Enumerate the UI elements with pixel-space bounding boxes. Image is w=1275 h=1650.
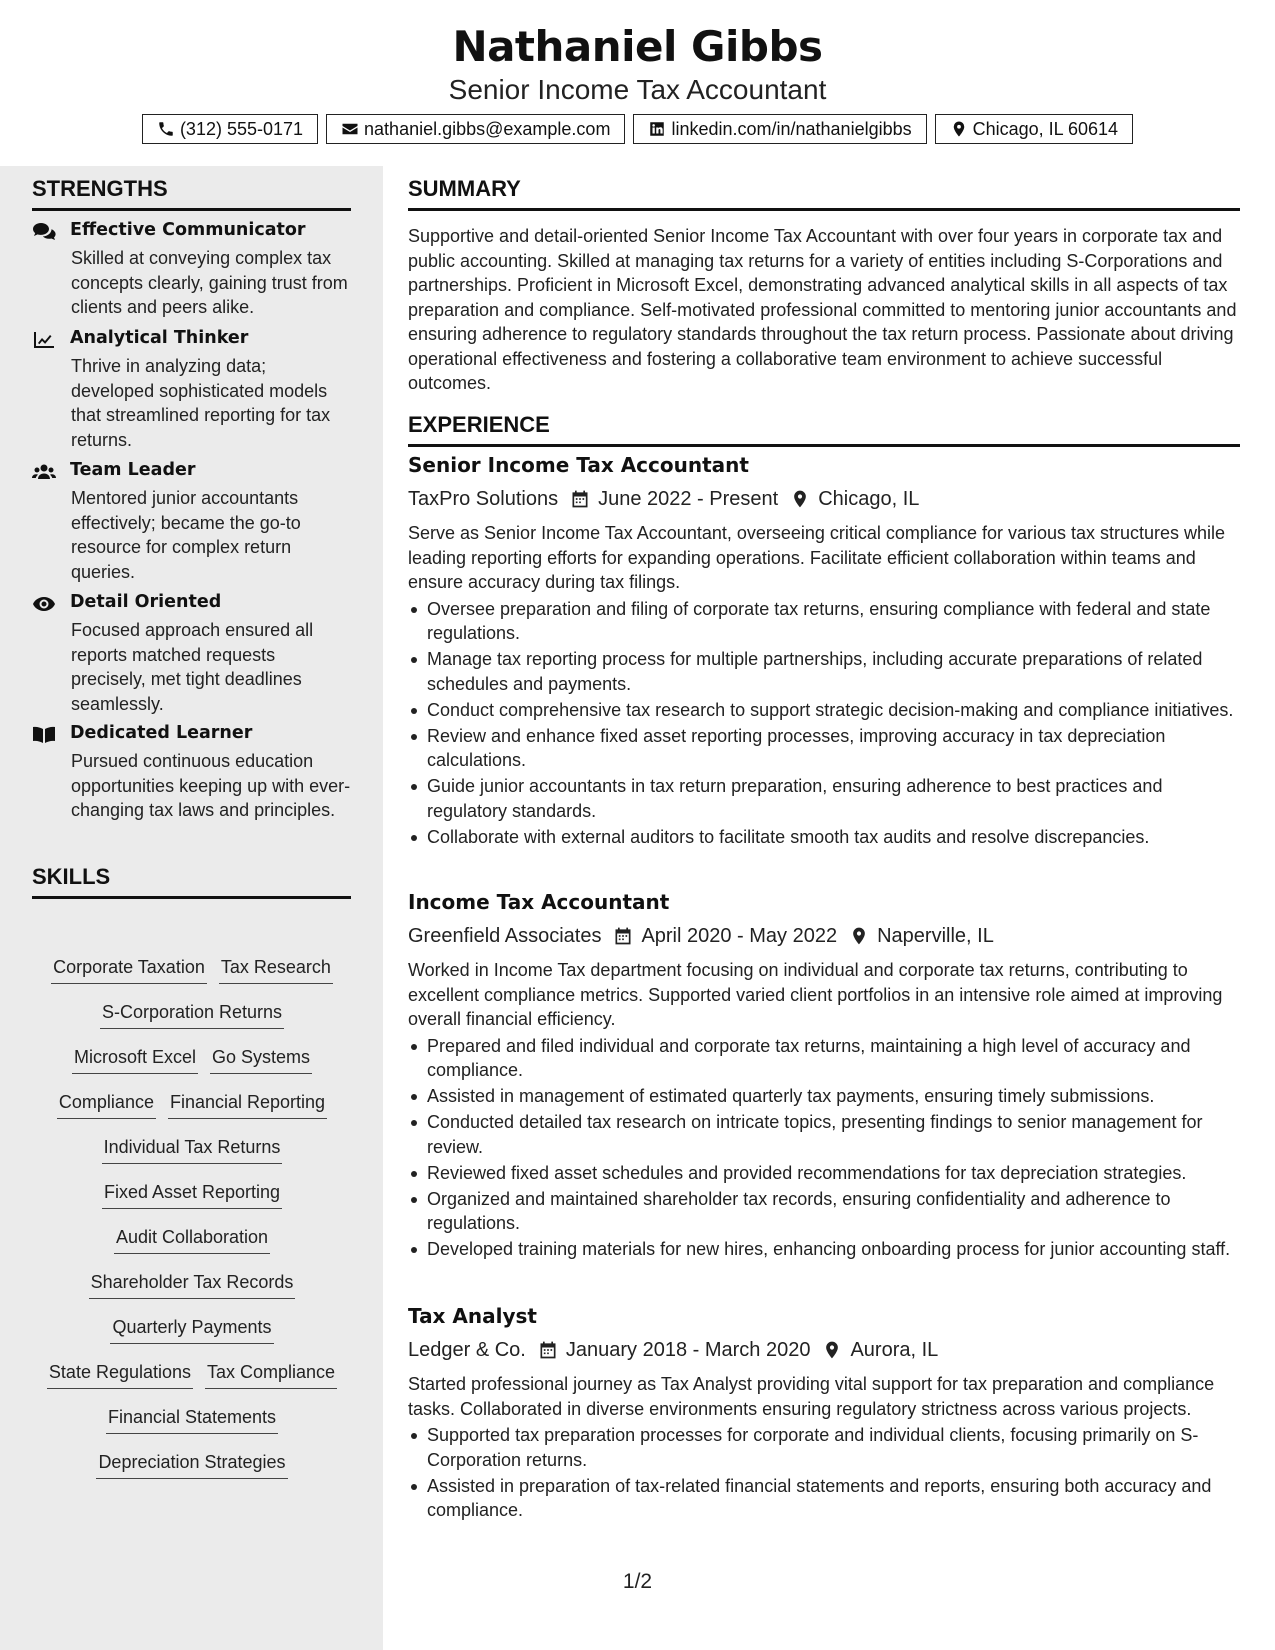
job-dates: June 2022 - Present — [598, 487, 779, 510]
candidate-name: Nathaniel Gibbs — [452, 22, 823, 71]
bullet-item: Developed training materials for new hires, enhancing onboarding process for junior accounting staff. — [408, 1237, 1240, 1262]
contact-location[interactable] — [935, 114, 1133, 144]
skill-tag: Individual Tax Returns — [102, 1134, 283, 1164]
job-title: Tax Analyst — [408, 1304, 537, 1328]
skill-tag: S-Corporation Returns — [100, 999, 284, 1029]
strength-title: Detail Oriented — [70, 592, 222, 612]
email-icon — [341, 120, 359, 138]
job-summary: Serve as Senior Income Tax Accountant, overseeing critical compliance for various tax structures while leading reporting efforts for expanding operations. Facilitate efficient collaboration within teams and ensure accuracy during tax filings. — [408, 523, 1226, 592]
skill-tag: Financial Reporting — [168, 1089, 327, 1119]
job-bullets — [408, 597, 1240, 850]
bullet-item: Reviewed fixed asset schedules and provided recommendations for tax depreciation strategies. — [408, 1161, 1240, 1186]
book-icon — [32, 725, 56, 745]
summary-text: Supportive and detail-oriented Senior Income Tax Accountant with over four years in corporate tax and public accounting. Skilled at managing tax returns for a variety of entities including S-Corporations and partnerships. Proficient in Microsoft Excel, demonstrating advanced analytical skills in all aspects of tax preparation and compliance. Self-motivated professional committed to mentoring junior accountants and ensuring adherence to regulatory standards throughout the tax return process. Passionate about driving operational effectiveness and fostering a collaborative team environment to achieve successful outcomes. — [408, 226, 1237, 393]
job-summary: Started professional journey as Tax Analyst providing vital support for tax preparation and compliance tasks. Collaborated in diverse environments ensuring regulatory strictness across various projects. — [408, 1374, 1215, 1419]
eye-icon — [32, 594, 56, 614]
skill-tag: Tax Compliance — [205, 1359, 337, 1389]
job-company: Ledger & Co. — [408, 1338, 526, 1361]
summary-heading: SUMMARY — [408, 176, 1240, 211]
resume-header — [0, 0, 1275, 166]
job-entry — [408, 890, 1240, 1263]
strength-title: Dedicated Learner — [70, 723, 253, 743]
job-dates: April 2020 - May 2022 — [641, 924, 838, 947]
bullet-item: Conducted detailed tax research on intricate topics, presenting findings to senior management for review. — [408, 1110, 1240, 1159]
bullet-item: Supported tax preparation processes for corporate and individual clients, focusing primarily on S-Corporation returns. — [408, 1423, 1240, 1472]
contact-linkedin-text: linkedin.com/in/nathanielgibbs — [671, 118, 912, 139]
strength-description: Focused approach ensured all reports matched requests precisely, met tight deadlines seamlessly. — [71, 620, 314, 714]
contact-phone-text: (312) 555-0171 — [179, 118, 304, 139]
bullet-item: Prepared and filed individual and corporate tax returns, maintaining a high level of accuracy and compliance. — [408, 1034, 1240, 1083]
skills-heading: SKILLS — [32, 864, 351, 899]
strength-description: Mentored junior accountants effectively; became the go-to resource for complex return queries. — [71, 488, 301, 582]
page-number: 1/2 — [622, 1570, 653, 1593]
skill-tag: Microsoft Excel — [72, 1044, 198, 1074]
location-icon — [849, 926, 869, 946]
bullet-item: Guide junior accountants in tax return preparation, ensuring adherence to best practices and regulatory standards. — [408, 774, 1240, 823]
bullet-item: Manage tax reporting process for multiple partnerships, including accurate preparations of related schedules and payments. — [408, 647, 1240, 696]
contact-bar — [0, 114, 1275, 144]
contact-email[interactable] — [326, 114, 625, 144]
phone-icon — [157, 120, 175, 138]
contact-email-text: nathaniel.gibbs@example.com — [364, 118, 611, 139]
location-icon — [790, 489, 810, 509]
strength-title: Analytical Thinker — [70, 328, 249, 348]
skill-tag: Fixed Asset Reporting — [102, 1179, 282, 1209]
job-location: Aurora, IL — [850, 1338, 939, 1361]
job-meta — [408, 920, 1240, 952]
calendar-icon — [613, 926, 633, 946]
job-company: TaxPro Solutions — [408, 487, 559, 510]
bullet-item: Assisted in management of estimated quarterly tax payments, ensuring timely submissions. — [408, 1084, 1240, 1109]
strength-description: Thrive in analyzing data; developed sophisticated models that streamlined reporting for tax returns. — [71, 356, 331, 450]
bullet-item: Conduct comprehensive tax research to support strategic decision-making and compliance initiatives. — [408, 698, 1240, 723]
calendar-icon — [570, 489, 590, 509]
location-icon — [950, 120, 968, 138]
bullet-item: Assisted in preparation of tax-related financial statements and reports, ensuring both accuracy and compliance. — [408, 1474, 1240, 1523]
bullet-item: Organized and maintained shareholder tax records, ensuring confidentiality and adherence to regulations. — [408, 1187, 1240, 1236]
contact-linkedin[interactable] — [633, 114, 926, 144]
strength-description: Pursued continuous education opportunities keeping up with ever-changing tax laws and principles. — [71, 751, 351, 820]
strength-description: Skilled at conveying complex tax concepts clearly, gaining trust from clients and peers alike. — [71, 248, 348, 317]
job-bullets — [408, 1034, 1240, 1262]
job-company: Greenfield Associates — [408, 924, 602, 947]
job-meta — [408, 1334, 1240, 1366]
strength-title: Effective Communicator — [70, 220, 306, 240]
location-icon — [822, 1340, 842, 1360]
job-entry — [408, 1304, 1240, 1524]
job-title: Senior Income Tax Accountant — [408, 453, 749, 477]
users-icon — [32, 462, 56, 482]
skill-tag: Go Systems — [210, 1044, 312, 1074]
skill-tag: Financial Statements — [106, 1404, 278, 1434]
skill-tag: Tax Research — [219, 954, 333, 984]
candidate-title: Senior Income Tax Accountant — [448, 74, 827, 105]
skill-tag: Compliance — [57, 1089, 156, 1119]
job-location: Naperville, IL — [877, 924, 994, 947]
skill-tag: Audit Collaboration — [114, 1224, 270, 1254]
skill-tag: Depreciation Strategies — [96, 1449, 287, 1479]
strength-title: Team Leader — [70, 460, 196, 480]
skill-tag: Quarterly Payments — [110, 1314, 273, 1344]
linkedin-icon — [648, 120, 666, 138]
contact-phone[interactable] — [142, 114, 318, 144]
skills-list — [32, 954, 352, 1494]
job-entry — [408, 453, 1240, 851]
contact-location-text: Chicago, IL 60614 — [972, 118, 1119, 139]
job-bullets — [408, 1423, 1240, 1523]
bullet-item: Oversee preparation and filing of corporate tax returns, ensuring compliance with federal and state regulations. — [408, 597, 1240, 646]
strengths-heading: STRENGTHS — [32, 176, 351, 211]
job-dates: January 2018 - March 2020 — [565, 1338, 811, 1361]
job-summary: Worked in Income Tax department focusing on individual and corporate tax returns, contributing to excellent compliance metrics. Supported varied client portfolios in an intensive role aimed at improving overall financial efficiency. — [408, 960, 1223, 1029]
bullet-item: Collaborate with external auditors to facilitate smooth tax audits and resolve discrepancies. — [408, 825, 1240, 850]
calendar-icon — [538, 1340, 558, 1360]
job-title: Income Tax Accountant — [408, 890, 670, 914]
skill-tag: Shareholder Tax Records — [89, 1269, 296, 1299]
experience-heading: EXPERIENCE — [408, 412, 1240, 447]
chart-line-icon — [32, 330, 56, 350]
job-meta — [408, 483, 1240, 515]
bullet-item: Review and enhance fixed asset reporting processes, improving accuracy in tax depreciation calculations. — [408, 724, 1240, 773]
chat-icon — [32, 222, 56, 242]
skill-tag: State Regulations — [47, 1359, 193, 1389]
job-location: Chicago, IL — [818, 487, 920, 510]
skill-tag: Corporate Taxation — [51, 954, 207, 984]
